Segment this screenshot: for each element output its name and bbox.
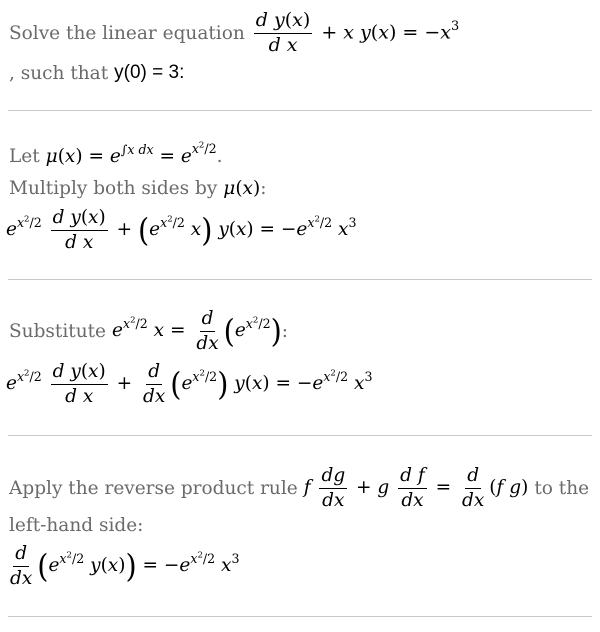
dy-dx-fraction: $\frac{\text{d y(x)}}{\text{d x}}$ — [52, 361, 106, 407]
separator — [8, 279, 592, 280]
product-rule: f $\frac{dg}{dx}$ + g $\frac{\text{d f}}{dx}$ = $\frac{d}{dx}$ (f g) — [303, 465, 529, 511]
step3-line-1 — [9, 462, 589, 514]
step3-equation: $\frac{d}{dx}$ ($e^{x^2/2}$ $y(x)) = -e^{x^2/2}$ $x^3$ — [10, 543, 240, 589]
dy-dx-fraction: $\frac{\text{d y(x)}}{\text{d x}}$ — [52, 207, 106, 253]
step1-equation: $e^{x^2/2}$ $\frac{\text{d y(x)}}{\text{d x}}$ + ($e^{x^2/2}$ x) $y(x) = -e^{x^2/2}$ $x^3$ — [6, 207, 357, 253]
step3-line-2 — [9, 512, 143, 538]
problem-suffix: , such that — [9, 62, 109, 84]
condition-eq: = — [152, 62, 164, 83]
separator — [8, 616, 592, 617]
integrating-factor-def: $\mu(x) = e^{\int x dx} = e^{x^2/2}$. — [45, 140, 223, 167]
step3-to-the: to the — [534, 477, 590, 499]
problem-line-2 — [9, 60, 184, 86]
problem-prefix: Solve the linear equation — [9, 22, 245, 44]
condition-lhs: y(0) — [114, 62, 147, 83]
step1-colon: : — [260, 177, 267, 199]
step2-equation: $e^{x^2/2}$ $\frac{\text{d y(x)}}{\text{d x}}$ + $\frac{d}{dx}$ $(e^{x^2/2}) y(x) = -e^{x^2/2}$ $x^3$ — [6, 361, 373, 407]
problem-equation: $\frac{\text{d y(x)}}{\text{d x}}$ + x $y(x) = -x^3$ — [255, 8, 460, 56]
step2-line-1 — [9, 306, 288, 356]
dy-dx-fraction: $\frac{\text{d y(x)}}{\text{d x}}$ — [255, 8, 311, 56]
substitution-identity: $e^{x^2/2}$ x = $\frac{d}{dx}$ $(e^{x^2/2})$ — [112, 308, 282, 354]
problem-line-1 — [9, 8, 459, 58]
mu-of-x: μ(x) — [223, 177, 261, 199]
step1-period: . — [216, 145, 223, 167]
step1-line-1 — [9, 140, 223, 172]
condition-colon: : — [179, 62, 185, 83]
step2-substitute: Substitute — [9, 320, 107, 342]
step1-line-2 — [9, 174, 266, 202]
separator — [8, 110, 592, 111]
step1-multiply-text: Multiply both sides by — [9, 177, 218, 199]
step2-colon: : — [281, 320, 288, 342]
separator — [8, 435, 592, 436]
step3-lhs-text: left-hand side: — [9, 514, 144, 536]
initial-condition — [114, 62, 184, 84]
step3-apply: Apply the reverse product rule — [9, 477, 298, 499]
step1-let: Let — [9, 145, 40, 167]
condition-rhs: 3 — [168, 62, 180, 83]
